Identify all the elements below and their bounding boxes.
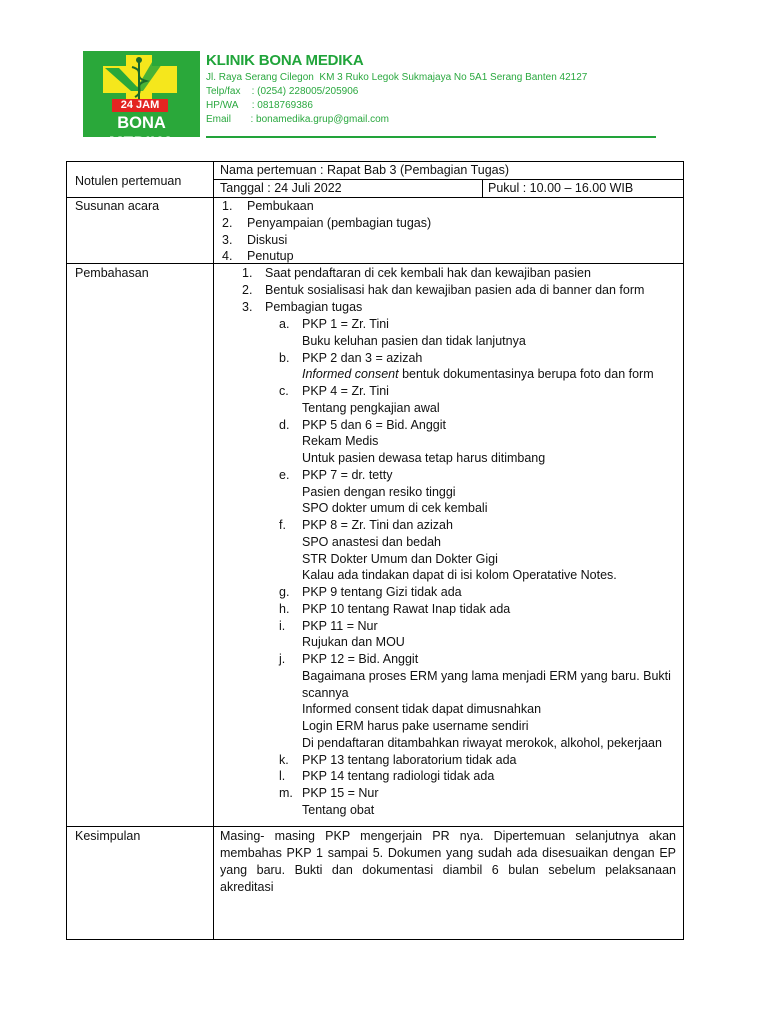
- discussion-item: Pembagian tugas: [265, 300, 363, 314]
- task-title: PKP 2 dan 3 = azizah: [302, 350, 423, 365]
- header-divider: [206, 136, 656, 138]
- task-title: PKP 4 = Zr. Tini: [302, 384, 389, 398]
- task-detail: SPO anastesi dan bedah: [302, 534, 441, 549]
- task-detail: Rujukan dan MOU: [302, 635, 405, 650]
- discussion-number: 1.: [242, 266, 253, 280]
- task-title: PKP 7 = dr. tetty: [302, 467, 393, 482]
- task-detail: STR Dokter Umum dan Dokter Gigi: [302, 551, 498, 566]
- discussion-item: Bentuk sosialisasi hak dan kewajiban pasien ada di banner dan form: [265, 283, 645, 297]
- clinic-hp: HP/WA : 0818769386: [206, 100, 313, 111]
- task-letter: k.: [279, 752, 289, 767]
- task-title: PKP 11 = Nur: [302, 618, 378, 633]
- task-title: PKP 1 = Zr. Tini: [302, 317, 389, 331]
- discussion-number: 3.: [242, 300, 253, 314]
- task-letter: d.: [279, 417, 290, 432]
- task-title: PKP 15 = Nur: [302, 786, 379, 800]
- task-detail: Tentang pengkajian awal: [302, 400, 440, 415]
- notulen-label: Notulen pertemuan: [75, 174, 182, 188]
- task-detail: [302, 366, 654, 383]
- task-letter: f.: [279, 518, 286, 532]
- conclusion-label: Kesimpulan: [75, 829, 141, 843]
- task-detail: Rekam Medis: [302, 434, 379, 449]
- clinic-logo: [83, 51, 200, 152]
- task-title: PKP 8 = Zr. Tini dan azizah: [302, 518, 453, 532]
- task-letter: l.: [279, 769, 286, 784]
- task-detail: Tentang obat: [302, 802, 375, 817]
- logo-name-text: BONA MEDIKA: [108, 114, 175, 152]
- discussion-number: 2.: [242, 283, 253, 297]
- task-letter: c.: [279, 384, 289, 398]
- agenda-item: Penutup: [247, 249, 294, 263]
- task-letter: b.: [279, 350, 290, 365]
- task-detail: Login ERM harus pake username sendiri: [302, 719, 529, 733]
- discussion-label: Pembahasan: [75, 266, 149, 280]
- task-detail: Buku keluhan pasien dan tidak lanjutnya: [302, 333, 526, 348]
- meeting-date: Tanggal : 24 Juli 2022: [220, 181, 342, 195]
- row-divider: [67, 263, 683, 264]
- row-divider: [67, 826, 683, 827]
- meeting-name: Nama pertemuan : Rapat Bab 3 (Pembagian Tugas): [220, 163, 510, 177]
- agenda-number: 2.: [222, 216, 233, 230]
- meeting-time: Pukul : 10.00 – 16.00 WIB: [488, 181, 634, 195]
- task-letter: e.: [279, 467, 290, 482]
- task-detail: Pasien dengan resiko tinggi: [302, 484, 456, 499]
- task-title: PKP 9 tentang Gizi tidak ada: [302, 585, 462, 599]
- task-detail: Kalau ada tindakan dapat di isi kolom Operatative Notes.: [302, 568, 617, 583]
- clinic-phone: Telp/fax : (0254) 228005/205906: [206, 86, 359, 97]
- row-divider: [67, 197, 683, 198]
- task-letter: a.: [279, 317, 290, 331]
- task-title: PKP 13 tentang laboratorium tidak ada: [302, 752, 517, 767]
- column-divider: [213, 162, 214, 939]
- task-detail: Bagaimana proses ERM yang lama menjadi ERM yang baru. Bukti: [302, 668, 671, 683]
- task-letter: i.: [279, 618, 286, 633]
- agenda-number: 3.: [222, 233, 233, 247]
- task-title: PKP 14 tentang radiologi tidak ada: [302, 769, 495, 784]
- task-detail-rest: bentuk dokumentasinya berupa foto dan form: [398, 367, 654, 382]
- task-detail: scannya: [302, 685, 349, 700]
- discussion-item: Saat pendaftaran di cek kembali hak dan kewajiban pasien: [265, 266, 591, 280]
- task-title: PKP 10 tentang Rawat Inap tidak ada: [302, 601, 511, 616]
- task-title: PKP 12 = Bid. Anggit: [302, 652, 419, 666]
- clinic-name: KLINIK BONA MEDIKA: [206, 52, 364, 69]
- task-detail-italic: Informed consent: [302, 367, 399, 382]
- agenda-item: Diskusi: [247, 233, 288, 247]
- task-letter: j.: [279, 652, 286, 666]
- minutes-table: [66, 161, 684, 940]
- agenda-label: Susunan acara: [75, 199, 160, 213]
- conclusion-text: Masing- masing PKP mengerjain PR nya. Dipertemuan selanjutnya akan membahas PKP 1 sampai 5. Dokumen yang sudah ada disesuaikan dengan EP yang baru. Bukti dan dokumentasi diambil 6 bulan sebelum pelaksanaan akreditasi: [220, 829, 676, 894]
- clinic-address: Jl. Raya Serang Cilegon KM 3 Ruko Legok Sukmajaya No 5A1 Serang Banten 42127: [206, 72, 588, 83]
- agenda-item: Penyampaian (pembagian tugas): [247, 216, 432, 230]
- task-title: PKP 5 dan 6 = Bid. Anggit: [302, 417, 446, 432]
- agenda-item: Pembukaan: [247, 199, 314, 213]
- agenda-number: 4.: [222, 249, 233, 263]
- task-detail: Untuk pasien dewasa tetap harus ditimbang: [302, 451, 546, 465]
- task-letter: g.: [279, 585, 290, 599]
- cell-divider: [482, 179, 483, 197]
- logo-badge-text: 24 JAM: [120, 99, 160, 111]
- clinic-email: Email : bonamedika.grup@gmail.com: [206, 114, 390, 125]
- task-detail: Di pendaftaran ditambahkan riwayat merokok, alkohol, pekerjaan: [302, 735, 662, 750]
- agenda-number: 1.: [222, 199, 233, 213]
- task-detail: Informed consent tidak dapat dimusnahkan: [302, 702, 542, 717]
- task-detail: SPO dokter umum di cek kembali: [302, 501, 488, 516]
- task-letter: m.: [279, 786, 293, 800]
- task-letter: h.: [279, 601, 290, 616]
